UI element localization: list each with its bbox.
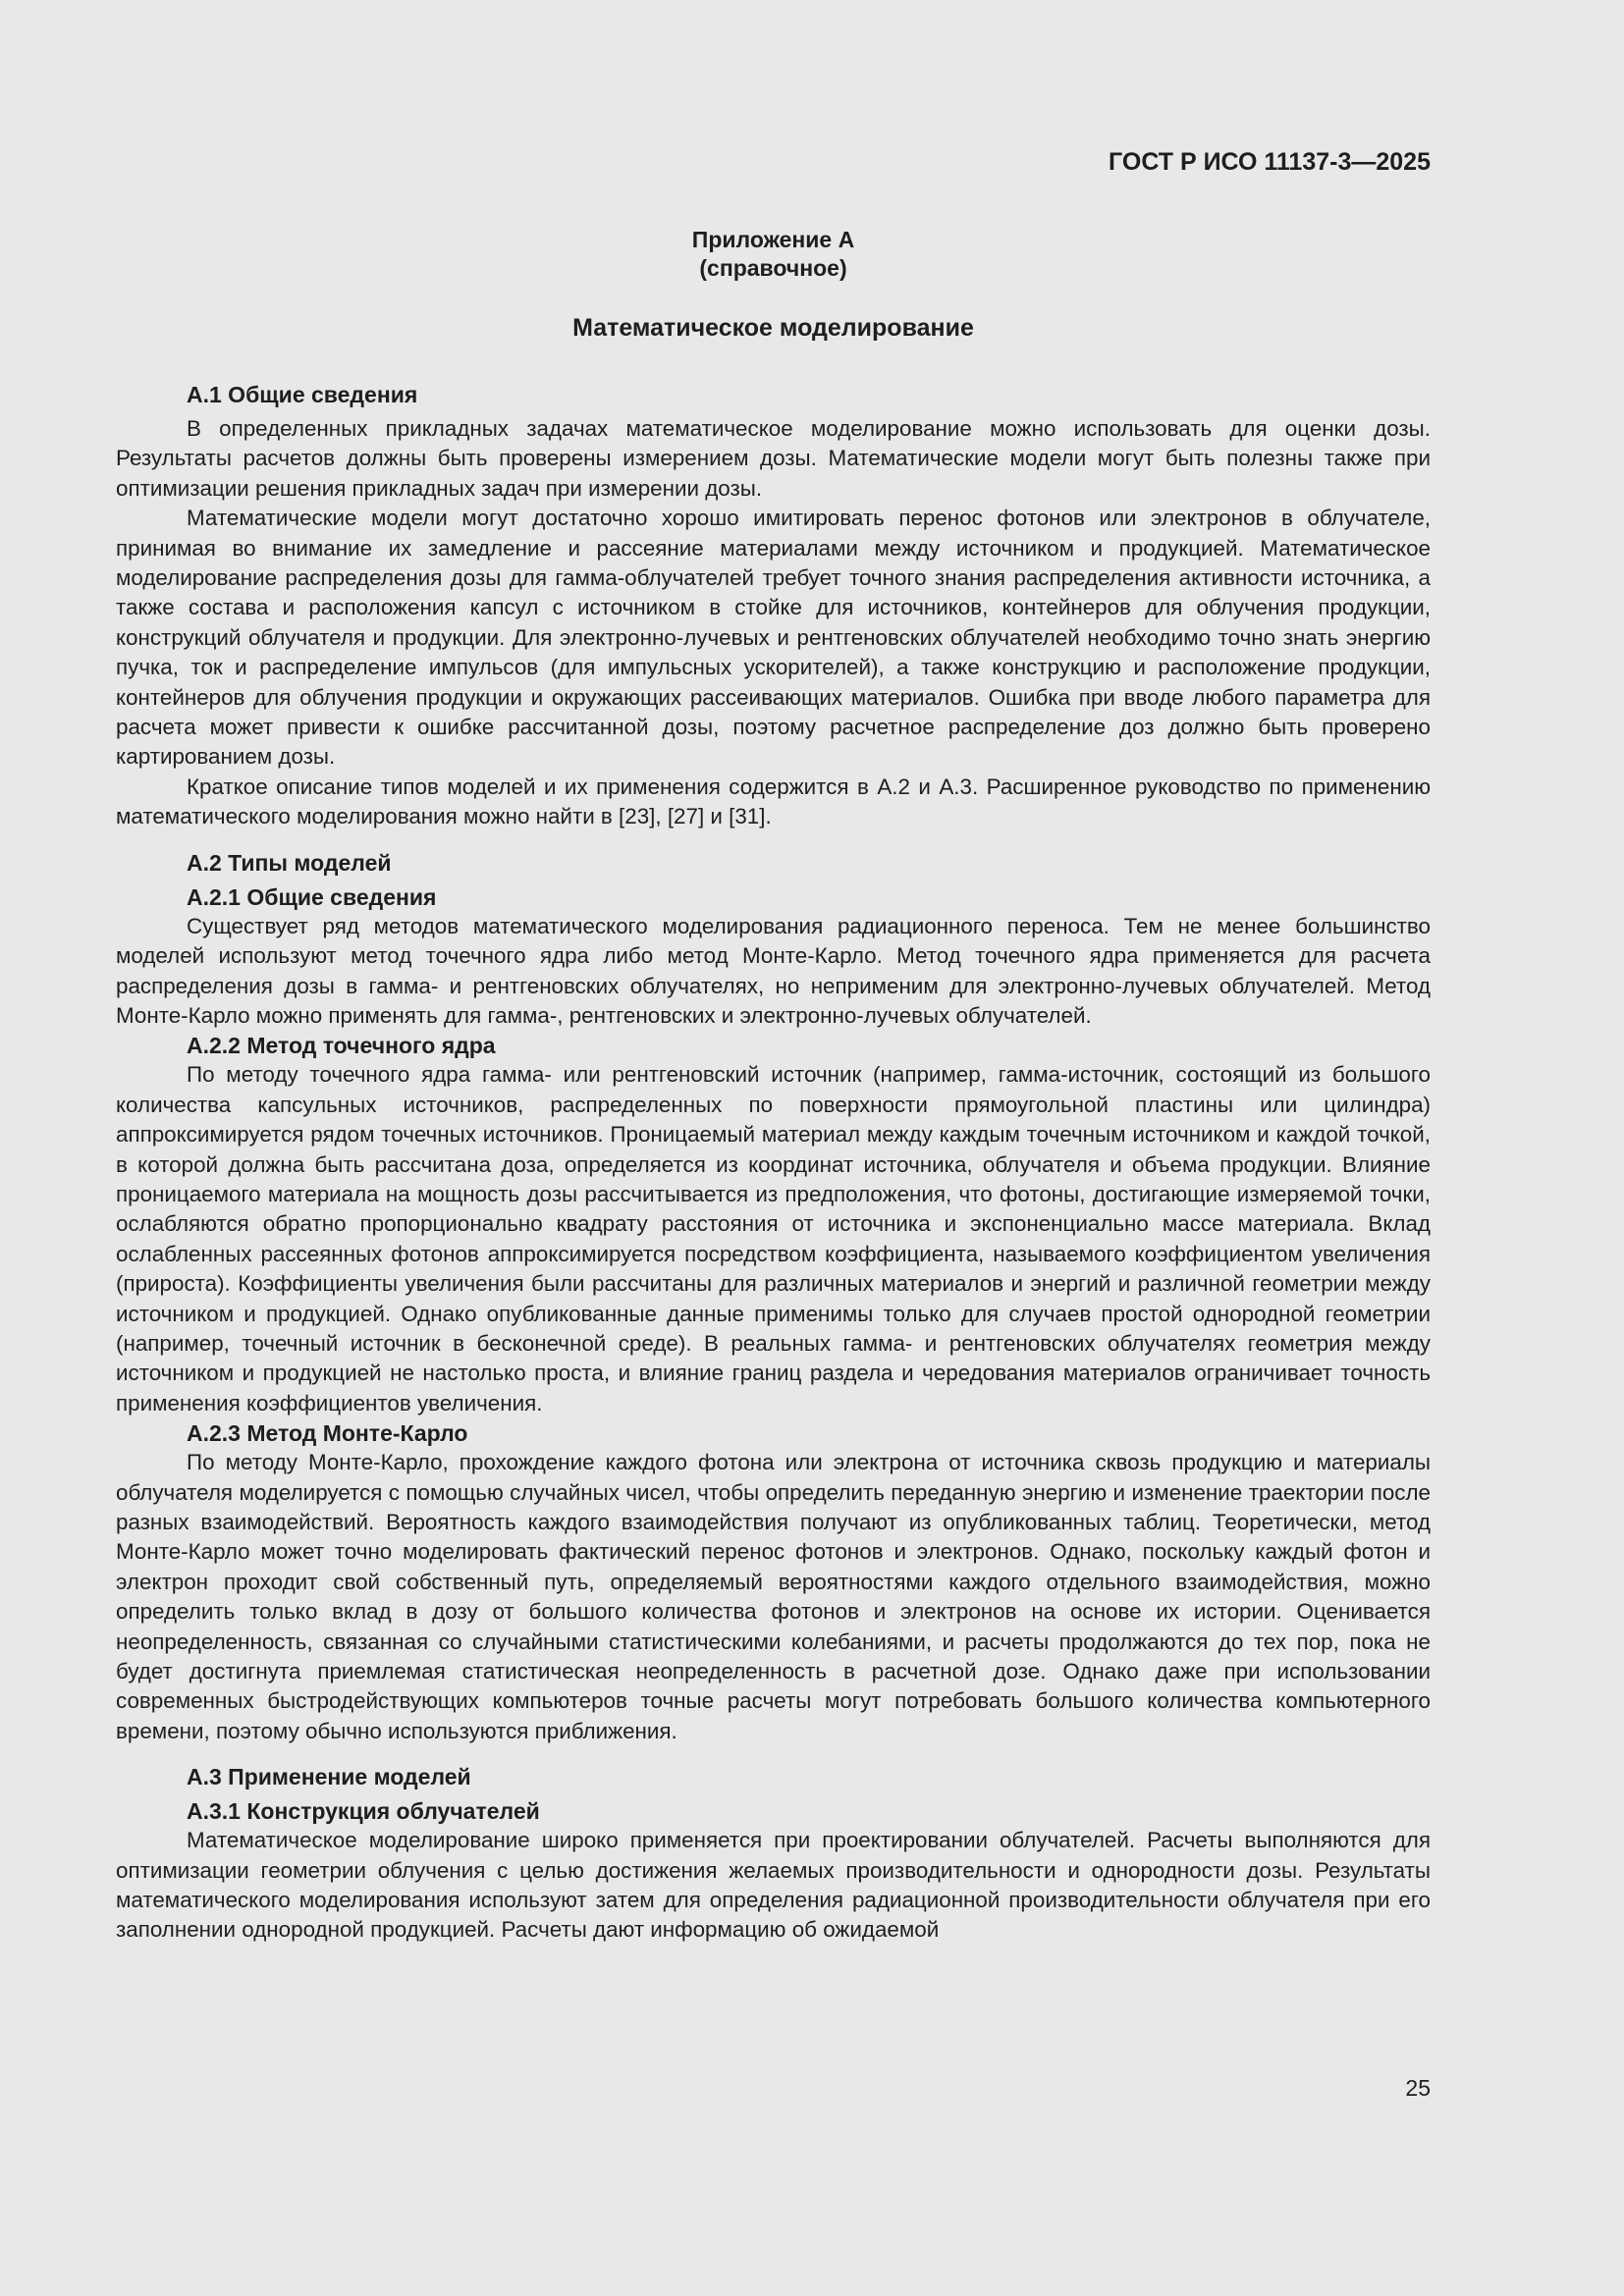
section-heading-a2-2: А.2.2 Метод точечного ядра [187,1033,496,1059]
section-heading-a1: А.1 Общие сведения [187,382,418,407]
paragraph-a2-1: Существует ряд методов математического моделирования радиационного переноса. Тем не менее большинство моделей используют метод точечного ядра либо метод Монте-Карло. Метод точечного ядра применяется для расчета распределения дозы в гамма- и рентгеновских облучателях, но неприменим для электронно-лучевых облучателей. Метод Монте-Карло можно применять для гамма-, рентгеновских и электронно-лучевых облучателей. [116,913,1431,1028]
appendix-type: (справочное) [699,255,847,281]
paragraph-a1-3: Краткое описание типов моделей и их применения содержится в А.2 и А.3. Расширенное руководство по применению математического моделирования можно найти в [23], [27] и [31]. [116,774,1431,829]
section-heading-a2: А.2 Типы моделей [187,849,392,876]
page-number: 25 [1405,2075,1431,2101]
section-heading-a3-1: А.3.1 Конструкция облучателей [187,1798,540,1825]
section-heading-a3: А.3 Применение моделей [187,1764,471,1790]
document-page [116,147,1431,2160]
paragraph-a2-2: По методу точечного ядра гамма- или рентгеновский источник (например, гамма-источник, состоящий из большого количества капсульных источников, распределенных по поверхности прямоугольной пластины или цилиндра) аппроксимируется рядом точечных источников. Проницаемый материал между каждым точечным источником и каждой точкой, в которой должна быть рассчитана доза, определяется из координат источника, облучателя и объема продукции. Влияние проницаемого материала на мощность дозы рассчитывается из предположения, что фотоны, достигающие измеряемой точки, ослабляются обратно пропорционально квадрату расстояния от источника и экспоненциально массе материала. Вклад ослабленных рассеянных фотонов аппроксимируется посредством коэффициента, называемого коэффициентом увеличения (прироста). Коэффициенты увеличения были рассчитаны для различных материалов и энергий и различной геометрии между источником и продукцией. Однако опубликованные данные применимы только для случаев простой однородной геометрии (например, точечный источник в бесконечной среде). В реальных гамма- и рентгеновских облучателях геометрия между источником и продукцией не настолько проста, и влияние границ раздела и чередования материалов ограничивает точность применения коэффициентов увеличения. [116,1062,1431,1415]
paragraph-a3-1: Математическое моделирование широко применяется при проектировании облучателей. Расчеты выполняются для оптимизации геометрии облучения с целью достижения желаемых производительности и однородности дозы. Результаты математического моделирования используют затем для определения радиационной производительности облучателя при его заполнении однородной продукцией. Расчеты дают информацию об ожидаемой [116,1828,1431,1943]
appendix-label: Приложение А [691,227,855,252]
paragraph-a1-1: В определенных прикладных задачах математическое моделирование можно использовать для оценки дозы. Результаты расчетов должны быть проверены измерением дозы. Математические модели могут быть полезны также при оптимизации решения прикладных задач при измерении дозы. [116,416,1431,501]
section-heading-a2-1: А.2.1 Общие сведения [187,883,437,910]
section-heading-a2-3: А.2.3 Метод Монте-Карло [187,1420,468,1447]
document-id-header: ГОСТ Р ИСО 11137-3—2025 [1109,148,1431,176]
appendix-title: Математическое моделирование [572,314,974,342]
paragraph-a2-3: По методу Монте-Карло, прохождение каждого фотона или электрона от источника сквозь продукцию и материалы облучателя моделируется с помощью случайных чисел, чтобы определить переданную энергию и изменение траектории после разных взаимодействий. Вероятность каждого взаимодействия получают из опубликованных таблиц. Теоретически, метод Монте-Карло может точно моделировать фактический перенос фотонов и электронов. Однако, поскольку каждый фотон и электрон проходит свой собственный путь, определяемый вероятностями каждого отдельного взаимодействия, можно определить только вклад в дозу от большого количества фотонов и электронов на основе их истории. Оценивается неопределенность, связанная со случайными статистическими колебаниями, и расчеты продолжаются до тех пор, пока не будет достигнута приемлемая статистическая неопределенность в расчетной дозе. Однако даже при использовании современных быстродействующих компьютеров точные расчеты могут потребовать большого количества компьютерного времени, поэтому обычно используются приближения. [116,1450,1431,1743]
paragraph-a1-2: Математические модели могут достаточно хорошо имитировать перенос фотонов или электронов в облучателе, принимая во внимание их замедление и рассеяние материалами между источником и продукцией. Математическое моделирование распределения дозы для гамма-облучателей требует точного знания распределения активности источника, а также состава и расположения капсул с источником в стойке для источников, контейнеров для облучения продукции, конструкций облучателя и продукции. Для электронно-лучевых и рентгеновских облучателей необходимо точно знать энергию пучка, ток и распределение импульсов (для импульсных ускорителей), а также конструкцию и расположение продукции, контейнеров для облучения продукции и окружающих рассеивающих материалов. Ошибка при вводе любого параметра для расчета может привести к ошибке рассчитанной дозы, поэтому расчетное распределение доз должно быть проверено картированием дозы. [116,506,1431,770]
